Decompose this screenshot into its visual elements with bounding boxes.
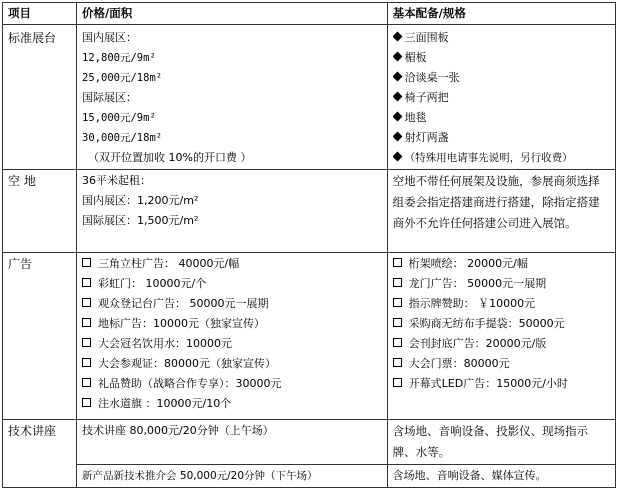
ad-item: 大会门票：80000元	[393, 354, 610, 374]
checkbox-icon	[393, 338, 402, 347]
min-area-label: 36平米起租：	[82, 174, 152, 187]
advertising-row	[3, 253, 616, 420]
open-space-label: 空 地	[3, 170, 77, 253]
open-space-prices	[77, 170, 388, 253]
checkbox-icon	[82, 318, 91, 327]
domestic-zone-label: 国内展区：	[82, 31, 138, 44]
checkbox-icon	[82, 378, 91, 387]
domestic-price-9m: 12,800元/9m²	[82, 52, 156, 64]
standard-booth-row	[3, 25, 616, 170]
seminar-morning-config: 含场地、音响设备、投影仪、现场指示牌、水等。	[387, 420, 615, 465]
diamond-bullet-icon	[393, 132, 402, 142]
diamond-bullet-icon	[393, 32, 402, 42]
tech-seminar-row-2	[3, 465, 616, 488]
open-space-config: 空地不带任何展架及设施，参展商须选择组委会指定搭建商进行搭建，除指定搭建商外不允许任何搭建公司进入展馆。	[387, 170, 615, 253]
checkbox-icon	[82, 398, 91, 407]
standard-booth-label: 标准展台	[3, 25, 77, 170]
header-config: 基本配备/规格	[387, 3, 615, 25]
diamond-bullet-icon	[393, 152, 402, 162]
ad-item: 大会冠名饮用水：10000元	[82, 334, 382, 354]
advertising-right-list	[387, 253, 615, 420]
price-table	[2, 2, 616, 488]
domestic-space-price: 国内展区：1,200元/m²	[82, 194, 199, 207]
price-table-container	[2, 2, 616, 488]
config-item: 椅子两把	[393, 88, 610, 108]
checkbox-icon	[393, 298, 402, 307]
ad-item: 采购商无纺布手提袋：50000元	[393, 314, 610, 334]
checkbox-icon	[393, 318, 402, 327]
ad-item: 大会参观证：80000元（独家宣传）	[82, 354, 382, 374]
ad-item: 龙门广告： 50000元一展期	[393, 274, 610, 294]
advertising-left-list	[77, 253, 388, 420]
open-space-row	[3, 170, 616, 253]
checkbox-icon	[393, 258, 402, 267]
seminar-afternoon-price: 新产品新技术推介会 50,000元/20分钟（下午场）	[77, 465, 388, 488]
ad-item: 指示牌赞助： ￥10000元	[393, 294, 610, 314]
config-item: 楣板	[393, 48, 610, 68]
ad-item: 三角立柱广告： 40000元/幅	[82, 254, 382, 274]
diamond-bullet-icon	[393, 112, 402, 122]
seminar-afternoon-config: 含场地、音响设备、媒体宣传。	[387, 465, 615, 488]
checkbox-icon	[82, 338, 91, 347]
ad-item: 地标广告：10000元（独家宣传）	[82, 314, 382, 334]
international-price-18m: 30,000元/18m²	[82, 132, 163, 144]
standard-booth-config	[387, 25, 615, 170]
checkbox-icon	[393, 358, 402, 367]
ad-item: 注水道旗 ：10000元/10个	[82, 394, 382, 414]
checkbox-icon	[82, 358, 91, 367]
config-item: 射灯两盏	[393, 128, 610, 148]
config-item: 地毯	[393, 108, 610, 128]
international-zone-label: 国际展区：	[82, 91, 138, 104]
config-item: 三面围板	[393, 28, 610, 48]
domestic-price-18m: 25,000元/18m²	[82, 72, 163, 84]
header-item: 项目	[3, 3, 77, 25]
ad-item: 桁架喷绘： 20000元/幅	[393, 254, 610, 274]
checkbox-icon	[393, 378, 402, 387]
standard-booth-prices	[77, 25, 388, 170]
international-price-9m: 15,000元/9m²	[82, 112, 156, 124]
diamond-bullet-icon	[393, 72, 402, 82]
ad-item: 观众登记台广告： 50000元一展期	[82, 294, 382, 314]
checkbox-icon	[393, 278, 402, 287]
ad-item: 礼品赞助（战略合作专享）：30000元	[82, 374, 382, 394]
seminar-morning-price: 技术讲座 80,000元/20分钟（上午场）	[77, 420, 388, 465]
advertising-label: 广告	[3, 253, 77, 420]
diamond-bullet-icon	[393, 52, 402, 62]
tech-seminar-row-1	[3, 420, 616, 465]
header-price: 价格/面积	[77, 3, 388, 25]
checkbox-icon	[82, 298, 91, 307]
international-space-price: 国际展区：1,500元/m²	[82, 214, 199, 227]
config-item: 洽谈桌一张	[393, 68, 610, 88]
opening-fee-note: （双开位置加收 10%的开口费 ）	[88, 151, 252, 164]
tech-seminar-label: 技术讲座	[3, 420, 77, 488]
header-row	[3, 3, 616, 25]
ad-item: 开幕式LED广告：15000元/小时	[393, 374, 610, 394]
config-item: （特殊用电请事先说明，另行收费）	[393, 148, 610, 168]
diamond-bullet-icon	[393, 92, 402, 102]
checkbox-icon	[82, 278, 91, 287]
ad-item: 彩虹门： 10000元/个	[82, 274, 382, 294]
checkbox-icon	[82, 258, 91, 267]
ad-item: 会刊封底广告：20000元/版	[393, 334, 610, 354]
